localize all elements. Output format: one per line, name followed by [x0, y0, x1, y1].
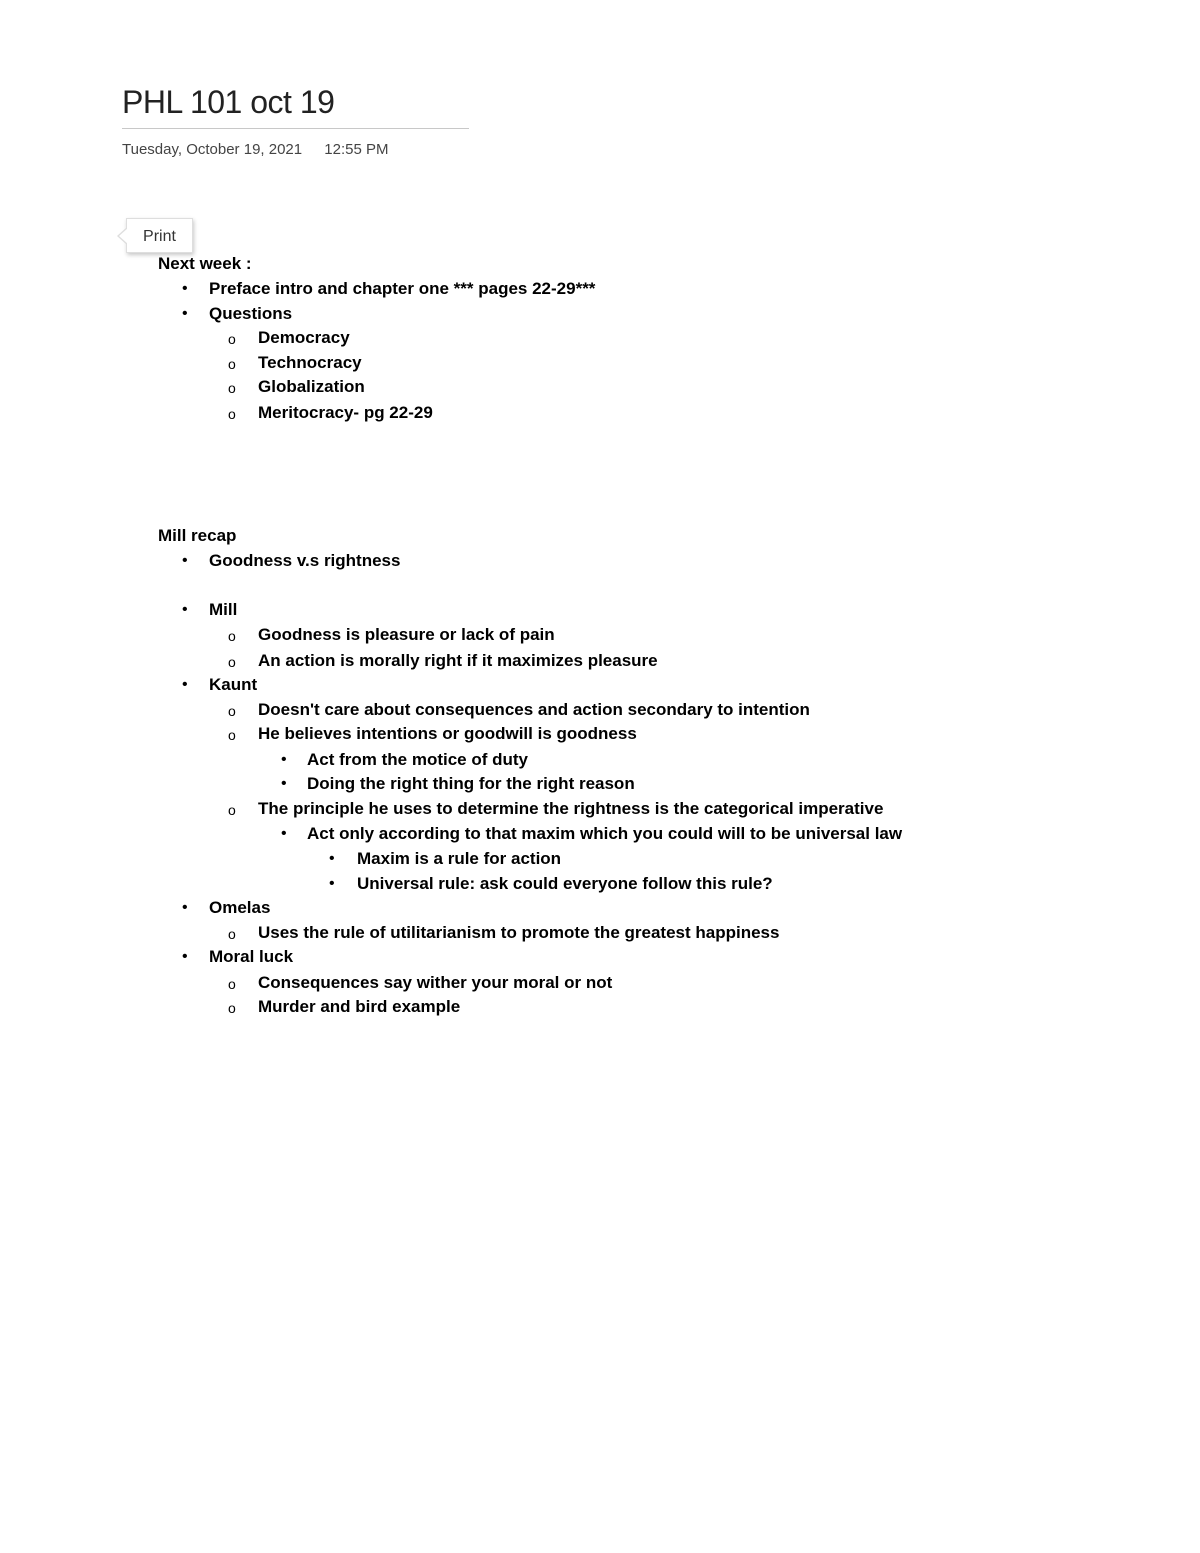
bullet-icon: •	[182, 552, 188, 569]
circle-bullet-icon: o	[228, 356, 236, 372]
list-item: Murder and bird example	[258, 997, 461, 1016]
list-item: Kaunt	[209, 675, 258, 694]
circle-bullet-icon: o	[228, 802, 236, 818]
page-time: 12:55 PM	[324, 141, 389, 158]
list-item: Mill	[209, 600, 238, 619]
list-item: The principle he uses to determine the rightness is the categorical imperative	[258, 799, 884, 818]
bullet-icon: •	[281, 825, 287, 842]
list-item: Uses the rule of utilitarianism to promote the greatest happiness	[258, 923, 780, 942]
mill-recap-heading: Mill recap	[158, 526, 237, 545]
list-item: He believes intentions or goodwill is goodness	[258, 724, 637, 743]
circle-bullet-icon: o	[228, 628, 236, 644]
list-item: Globalization	[258, 377, 365, 396]
circle-bullet-icon: o	[228, 727, 236, 743]
page-meta	[122, 141, 389, 158]
list-item: Maxim is a rule for action	[357, 849, 562, 868]
list-item: Democracy	[258, 328, 350, 347]
circle-bullet-icon: o	[228, 406, 236, 422]
list-item: Meritocracy- pg 22-29	[258, 403, 433, 422]
list-item: Preface intro and chapter one *** pages 22-29***	[209, 279, 596, 298]
list-item: Act only according to that maxim which you could will to be universal law	[307, 824, 903, 843]
list-item: Universal rule: ask could everyone follow this rule?	[357, 874, 773, 893]
page-date: Tuesday, October 19, 2021	[122, 141, 303, 158]
next-week-heading: Next week :	[158, 254, 252, 273]
bullet-icon: •	[281, 775, 287, 792]
bullet-icon: •	[329, 850, 335, 867]
list-item: Doesn't care about consequences and action secondary to intention	[258, 700, 810, 719]
list-item: Goodness v.s rightness	[209, 551, 401, 570]
circle-bullet-icon: o	[228, 380, 236, 396]
list-item: Moral luck	[209, 947, 294, 966]
circle-bullet-icon: o	[228, 654, 236, 670]
bullet-icon: •	[182, 280, 188, 297]
bullet-icon: •	[182, 948, 188, 965]
bullet-icon: •	[329, 875, 335, 892]
circle-bullet-icon: o	[228, 1000, 236, 1016]
print-button[interactable]: Print	[126, 218, 193, 253]
bullet-icon: •	[182, 305, 188, 322]
page-title: PHL 101 oct 19	[122, 84, 335, 120]
list-item: Questions	[209, 304, 293, 323]
list-item: An action is morally right if it maximizes pleasure	[258, 651, 658, 670]
list-item: Goodness is pleasure or lack of pain	[258, 625, 555, 644]
bullet-icon: •	[182, 601, 188, 618]
title-divider	[122, 128, 469, 129]
circle-bullet-icon: o	[228, 926, 236, 942]
list-item: Omelas	[209, 898, 271, 917]
bullet-icon: •	[281, 751, 287, 768]
circle-bullet-icon: o	[228, 703, 236, 719]
bullet-icon: •	[182, 676, 188, 693]
circle-bullet-icon: o	[228, 976, 236, 992]
list-item: Consequences say wither your moral or not	[258, 973, 613, 992]
bullet-icon: •	[182, 899, 188, 916]
list-item: Technocracy	[258, 353, 362, 372]
circle-bullet-icon: o	[228, 331, 236, 347]
list-item: Act from the motice of duty	[307, 750, 529, 769]
list-item: Doing the right thing for the right reason	[307, 774, 635, 793]
